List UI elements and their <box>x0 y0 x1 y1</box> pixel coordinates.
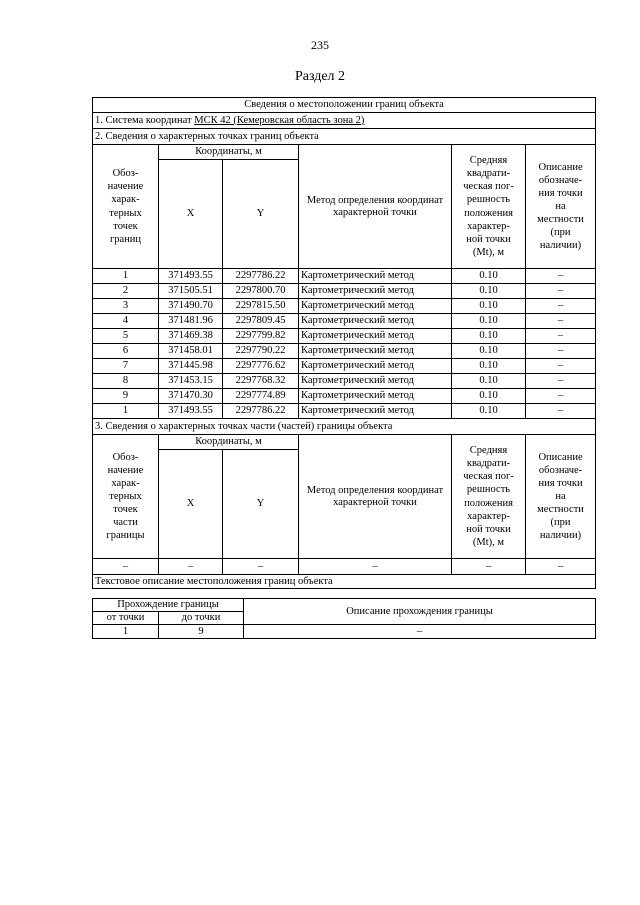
point-number: 1 <box>93 404 159 419</box>
point-x: 371493.55 <box>159 269 223 284</box>
col3-designation: Обоз- начение харак- терных точек части границы <box>93 435 159 559</box>
to-header: до точки <box>159 612 244 625</box>
point-description: – <box>526 329 596 344</box>
coord-system-row <box>93 113 596 129</box>
point-method: Картометрический метод <box>299 284 452 299</box>
section-title: Раздел 2 <box>294 69 346 84</box>
boundary-passage-table <box>92 598 596 639</box>
passage-from: 1 <box>93 625 159 639</box>
point-accuracy: 0.10 <box>452 269 526 284</box>
point-description: – <box>526 374 596 389</box>
coord-system-value: МСК 42 (Кемеровская область зона 2) <box>194 114 365 126</box>
point-number: 3 <box>93 299 159 314</box>
point-method: Картометрический метод <box>299 374 452 389</box>
part-n: – <box>93 559 159 575</box>
col3-method: Метод определения координат характерной точки <box>299 435 452 559</box>
table-row <box>93 284 596 299</box>
col-designation: Обоз- начение харак- терных точек границ <box>93 145 159 269</box>
point-y: 2297799.82 <box>223 329 299 344</box>
point-y: 2297774.89 <box>223 389 299 404</box>
point-description: – <box>526 389 596 404</box>
point-y: 2297800.70 <box>223 284 299 299</box>
point-description: – <box>526 314 596 329</box>
passage-desc-header: Описание прохождения границы <box>244 599 596 625</box>
point-y: 2297815.50 <box>223 299 299 314</box>
part-y: – <box>223 559 299 575</box>
point-x: 371453.15 <box>159 374 223 389</box>
col-method: Метод определения координат характерной точки <box>299 145 452 269</box>
col3-y: Y <box>223 450 299 559</box>
point-description: – <box>526 359 596 374</box>
col-coords: Координаты, м <box>159 145 299 160</box>
point-accuracy: 0.10 <box>452 284 526 299</box>
col3-description: Описание обозначе- ния точки на местности (при наличии) <box>526 435 596 559</box>
section2-title: 2. Сведения о характерных точках границ объекта <box>93 129 596 145</box>
point-accuracy: 0.10 <box>452 389 526 404</box>
table-header: Сведения о местоположении границ объекта <box>93 98 596 113</box>
point-x: 371490.70 <box>159 299 223 314</box>
col-x: X <box>159 160 223 269</box>
point-y: 2297786.22 <box>223 404 299 419</box>
table-row <box>93 329 596 344</box>
col3-coords: Координаты, м <box>159 435 299 450</box>
passage-header: Прохождение границы <box>93 599 244 612</box>
passage-desc: – <box>244 625 596 639</box>
point-number: 7 <box>93 359 159 374</box>
text-description-title: Текстовое описание местоположения границ объекта <box>93 575 596 589</box>
point-accuracy: 0.10 <box>452 299 526 314</box>
point-number: 1 <box>93 269 159 284</box>
page-number: 235 <box>311 38 329 52</box>
point-x: 371458.01 <box>159 344 223 359</box>
boundary-points-table <box>92 97 596 589</box>
points-body <box>93 269 596 419</box>
point-number: 4 <box>93 314 159 329</box>
table-row <box>93 374 596 389</box>
point-description: – <box>526 344 596 359</box>
col-accuracy: Средняя квадрати- ческая пог- решность положения характер- ной точки (Mt), м <box>452 145 526 269</box>
point-number: 6 <box>93 344 159 359</box>
point-y: 2297790.22 <box>223 344 299 359</box>
point-x: 371481.96 <box>159 314 223 329</box>
table-row <box>93 299 596 314</box>
point-description: – <box>526 269 596 284</box>
point-method: Картометрический метод <box>299 314 452 329</box>
part-x: – <box>159 559 223 575</box>
point-accuracy: 0.10 <box>452 344 526 359</box>
point-x: 371493.55 <box>159 404 223 419</box>
table-row <box>93 314 596 329</box>
coord-system-prefix: 1. Система координат <box>95 114 195 126</box>
point-y: 2297768.32 <box>223 374 299 389</box>
point-x: 371505.51 <box>159 284 223 299</box>
point-method: Картометрический метод <box>299 299 452 314</box>
point-method: Картометрический метод <box>299 404 452 419</box>
point-number: 5 <box>93 329 159 344</box>
col-y: Y <box>223 160 299 269</box>
point-accuracy: 0.10 <box>452 404 526 419</box>
part-desc: – <box>526 559 596 575</box>
point-y: 2297809.45 <box>223 314 299 329</box>
point-number: 8 <box>93 374 159 389</box>
point-method: Картометрический метод <box>299 329 452 344</box>
point-method: Картометрический метод <box>299 359 452 374</box>
passage-to: 9 <box>159 625 244 639</box>
table-row <box>93 269 596 284</box>
col-description: Описание обозначе- ния точки на местности (при наличии) <box>526 145 596 269</box>
point-x: 371470.30 <box>159 389 223 404</box>
point-method: Картометрический метод <box>299 389 452 404</box>
point-number: 2 <box>93 284 159 299</box>
point-method: Картометрический метод <box>299 269 452 284</box>
point-description: – <box>526 299 596 314</box>
section3-title: 3. Сведения о характерных точках части (частей) границы объекта <box>93 419 596 435</box>
col3-x: X <box>159 450 223 559</box>
table-row <box>93 389 596 404</box>
point-method: Картометрический метод <box>299 344 452 359</box>
table-row <box>93 359 596 374</box>
point-y: 2297776.62 <box>223 359 299 374</box>
point-x: 371445.98 <box>159 359 223 374</box>
point-number: 9 <box>93 389 159 404</box>
part-acc: – <box>452 559 526 575</box>
point-description: – <box>526 284 596 299</box>
point-description: – <box>526 404 596 419</box>
point-accuracy: 0.10 <box>452 329 526 344</box>
point-y: 2297786.22 <box>223 269 299 284</box>
point-accuracy: 0.10 <box>452 374 526 389</box>
point-x: 371469.38 <box>159 329 223 344</box>
table-row <box>93 404 596 419</box>
point-accuracy: 0.10 <box>452 314 526 329</box>
table-row <box>93 344 596 359</box>
col3-accuracy: Средняя квадрати- ческая пог- решность положения характер- ной точки (Mt), м <box>452 435 526 559</box>
point-accuracy: 0.10 <box>452 359 526 374</box>
part-method: – <box>299 559 452 575</box>
from-header: от точки <box>93 612 159 625</box>
